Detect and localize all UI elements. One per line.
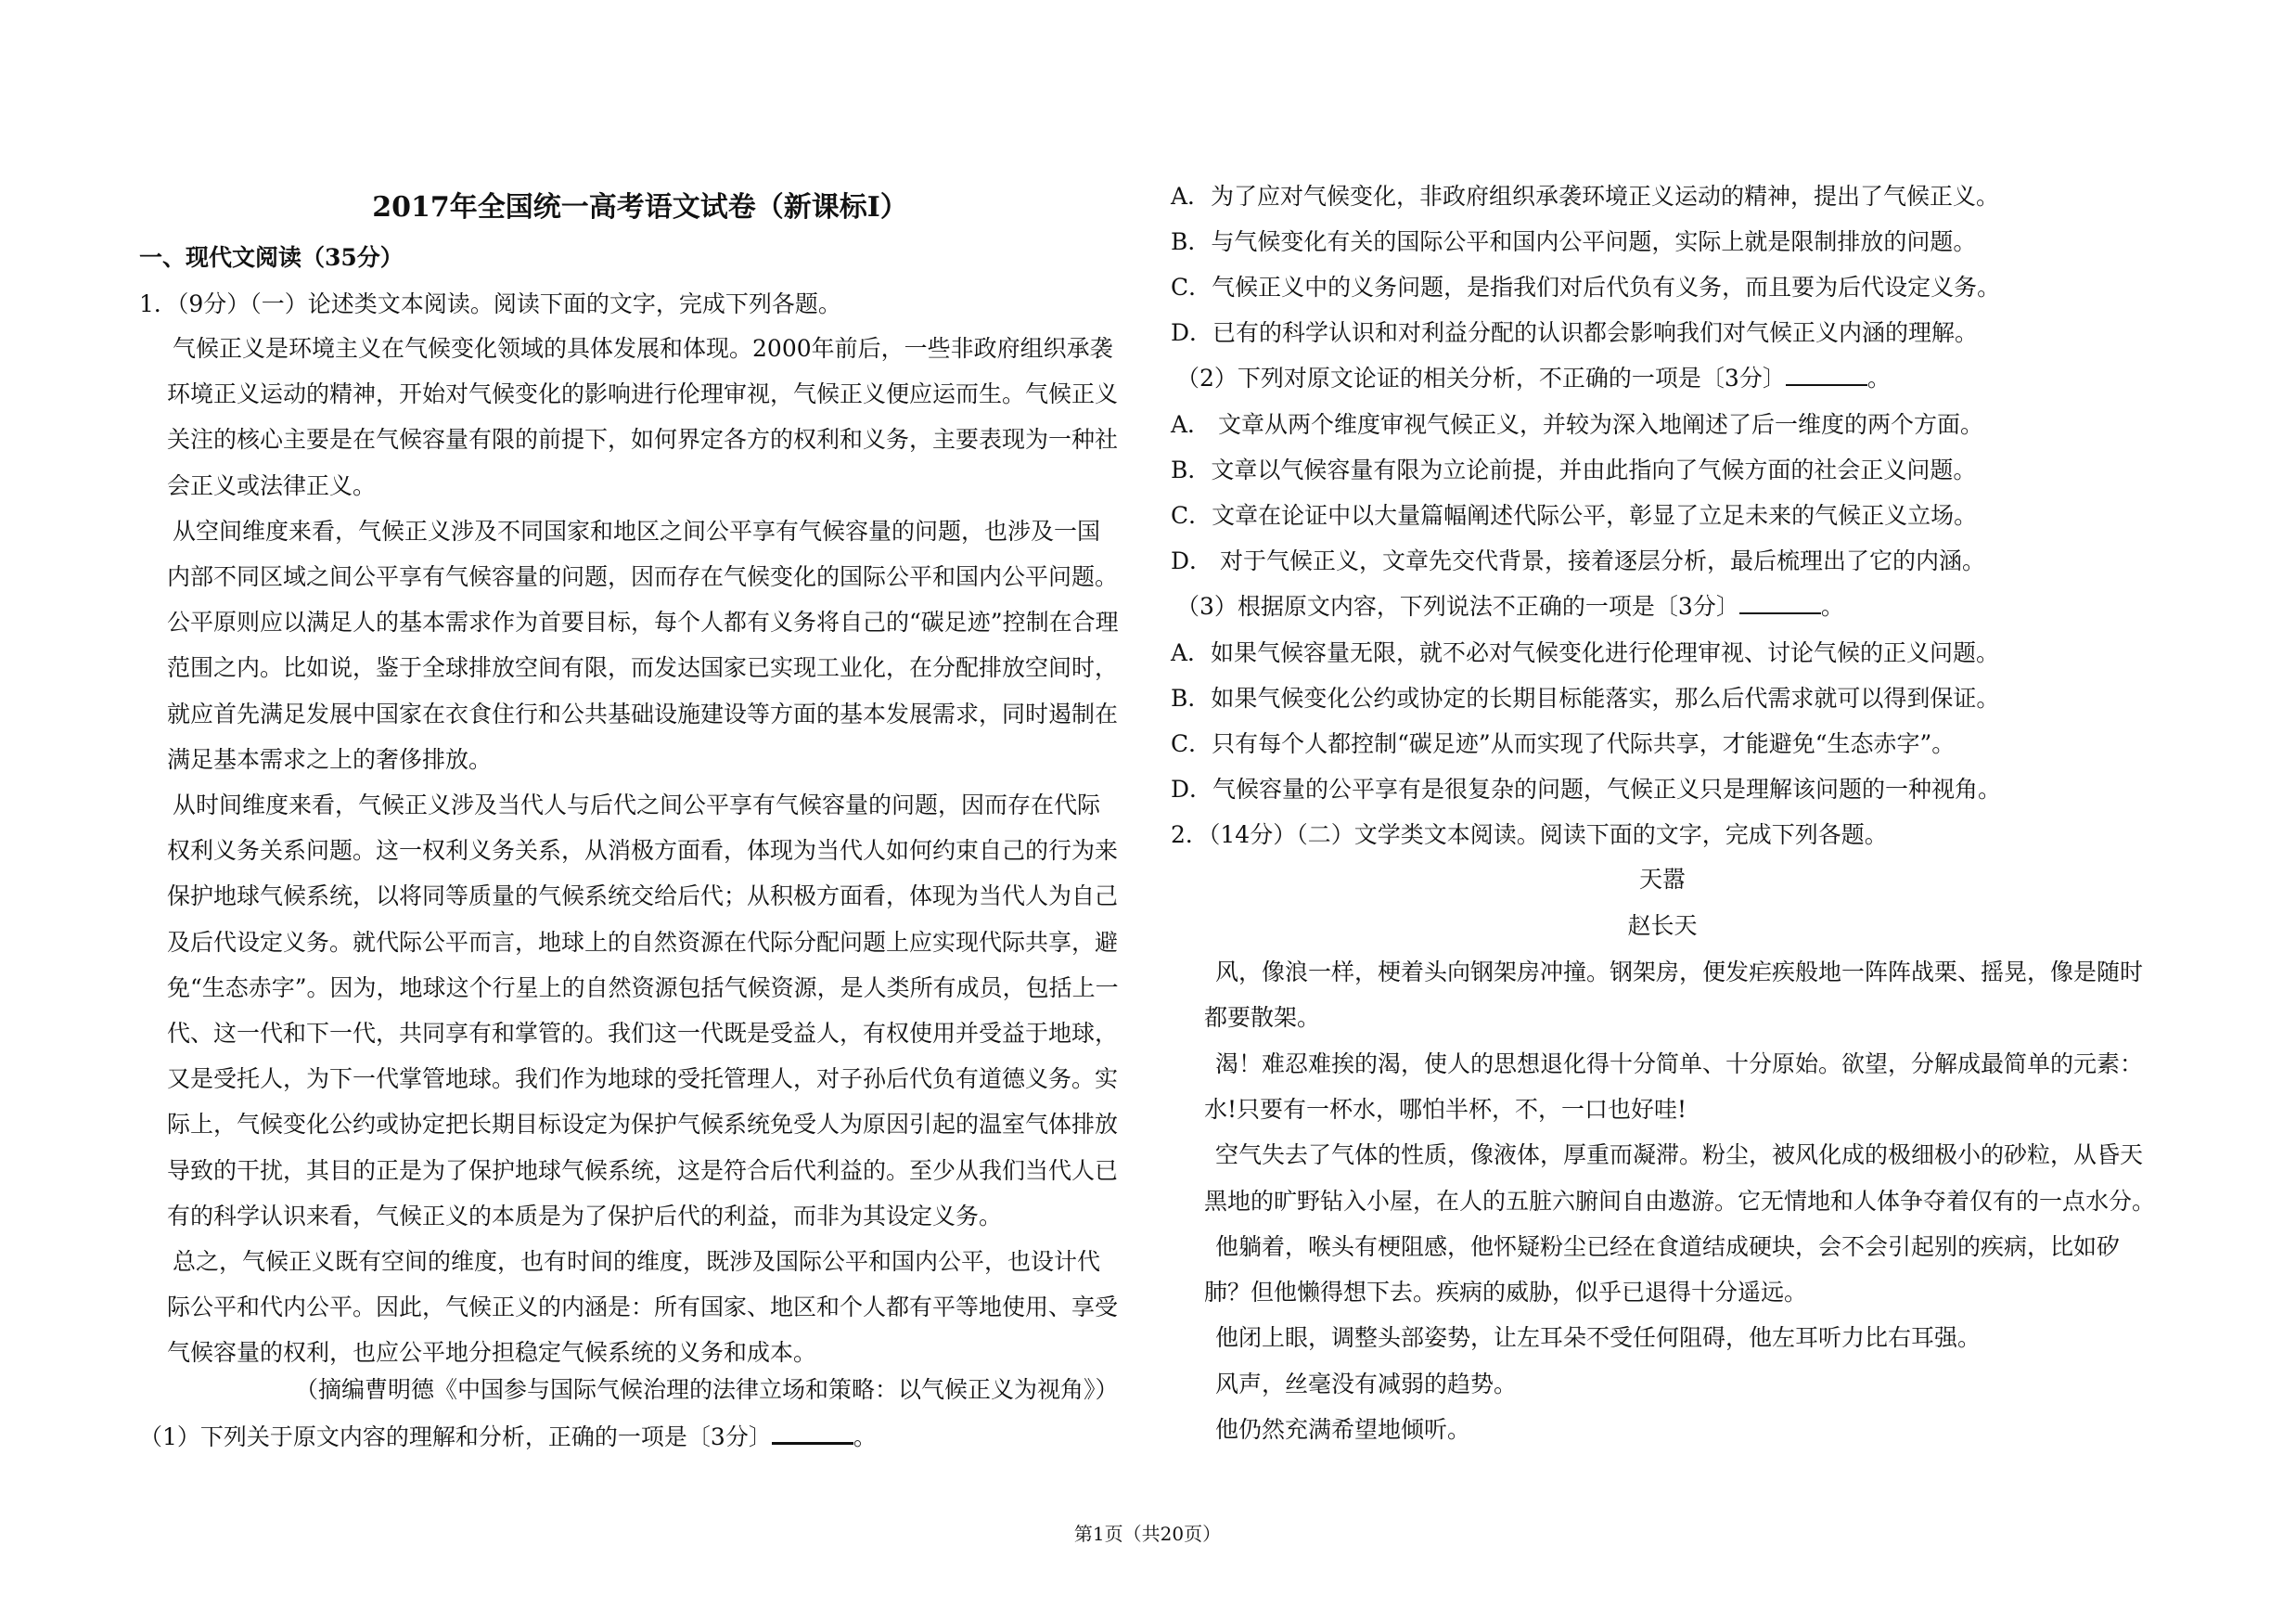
story-author: 赵长天 bbox=[1627, 912, 1698, 939]
sub-question-3-text: （3）根据原文内容，下列说法不正确的一项是〔3分〕 bbox=[1176, 593, 1739, 620]
essay-line: 导致的干扰，其目的正是为了保护地球气候系统，这是符合后代利益的。至少从我们当代人已 bbox=[167, 1156, 1119, 1184]
essay-line: 际上，气候变化公约或协定把长期目标设定为保护气候系统免受人为原因引起的温室气体排放 bbox=[167, 1111, 1119, 1139]
sub-question-3 bbox=[1176, 592, 1844, 622]
story-line: 风，像浪一样，梗着头向钢架房冲撞。钢架房，便发疟疾般地一阵阵战栗、摇晃，像是随时 bbox=[1215, 959, 2144, 985]
essay-line: 范围之内。比如说，鉴于全球排放空间有限，而发达国家已实现工业化，在分配排放空间时， bbox=[167, 654, 1119, 682]
sub-question-2 bbox=[1176, 364, 1891, 393]
sub-question-1-end: 。 bbox=[853, 1423, 877, 1450]
essay-line: 气候正义是环境主义在气候变化领域的具体发展和体现。2000年前后，一些非政府组织承袭 bbox=[173, 335, 1113, 362]
option-line: C．文章在论证中以大量篇幅阐述代际公平，彰显了立足未来的气候正义立场。 bbox=[1171, 502, 1978, 529]
section-heading: 一、现代文阅读（35分） bbox=[139, 244, 404, 271]
essay-line: 代、这一代和下一代，共同享有和掌管的。我们这一代既是受益人，有权使用并受益于地球， bbox=[167, 1020, 1119, 1047]
option-line: B．文章以气候容量有限为立论前提，并由此指向了气候方面的社会正义问题。 bbox=[1171, 457, 1977, 483]
page-title: 2017年全国统一高考语文试卷（新课标Ⅰ） bbox=[372, 191, 908, 224]
essay-line: 会正义或法律正义。 bbox=[167, 471, 377, 499]
answer-blank-1[interactable] bbox=[772, 1422, 853, 1445]
option-line: C．只有每个人都控制“碳足迹”从而实现了代际共享，才能避免“生态赤字”。 bbox=[1171, 730, 1956, 757]
sub-question-1 bbox=[139, 1422, 877, 1452]
essay-line: 权利义务关系问题。这一权利义务关系，从消极方面看，体现为当代人如何约束自己的行为来 bbox=[167, 837, 1119, 865]
essay-line: 气候容量的权利，也应公平地分担稳定气候系统的义务和成本。 bbox=[167, 1339, 817, 1367]
essay-line: 际公平和代内公平。因此，气候正义的内涵是：所有国家、地区和个人都有平等地使用、享受 bbox=[167, 1294, 1119, 1321]
option-line: B．如果气候变化公约或协定的长期目标能落实，那么后代需求就可以得到保证。 bbox=[1171, 685, 2000, 712]
essay-line: 及后代设定义务。就代际公平而言，地球上的自然资源在代际分配问题上应实现代际共享，避 bbox=[167, 928, 1119, 956]
essay-line: 保护地球气候系统，以将同等质量的气候系统交给后代；从积极方面看，体现为当代人为自己 bbox=[167, 882, 1119, 910]
story-line: 水!只要有一杯水，哪怕半杯，不，一口也好哇! bbox=[1204, 1095, 1687, 1123]
essay-line: 免“生态赤字”。因为，地球这个行星上的自然资源包括气候资源，是人类所有成员，包括上一 bbox=[167, 973, 1119, 1001]
essay-line: 总之，气候正义既有空间的维度，也有时间的维度，既涉及国际公平和国内公平，也设计代 bbox=[173, 1248, 1101, 1275]
essay-line: 环境正义运动的精神，开始对气候变化的影响进行伦理审视，气候正义便应运而生。气候正义 bbox=[167, 380, 1119, 408]
option-line: A．如果气候容量无限，就不必对气候变化进行伦理审视、讨论气候的正义问题。 bbox=[1171, 639, 2000, 666]
sub-question-2-text: （2）下列对原文论证的相关分析，不正确的一项是〔3分〕 bbox=[1176, 365, 1786, 392]
story-line: 他仍然充满希望地倾听。 bbox=[1215, 1416, 1471, 1443]
essay-citation: （摘编曹明德《中国参与国际气候治理的法律立场和策略：以气候正义为视角》） bbox=[295, 1376, 1119, 1403]
page-footer: 第1页（共20页） bbox=[1073, 1523, 1222, 1545]
story-line: 黑地的旷野钻入小屋，在人的五脏六腑间自由遨游。它无情地和人体争夺着仅有的一点水分。 bbox=[1204, 1187, 2156, 1215]
story-line: 他闭上眼，调整头部姿势，让左耳朵不受任何阻碍，他左耳听力比右耳强。 bbox=[1215, 1324, 1982, 1352]
option-line: D．气候容量的公平享有是很复杂的问题，气候正义只是理解该问题的一种视角。 bbox=[1171, 776, 2002, 803]
essay-line: 公平原则应以满足人的基本需求作为首要目标，每个人都有义务将自己的“碳足迹”控制在合理 bbox=[167, 609, 1119, 637]
essay-line: 从空间维度来看，气候正义涉及不同国家和地区之间公平享有气候容量的问题，也涉及一国 bbox=[173, 517, 1101, 545]
question-2-header: 2．（14分）（二）文学类文本阅读。阅读下面的文字，完成下列各题。 bbox=[1171, 821, 1888, 848]
story-line: 都要散架。 bbox=[1204, 1004, 1321, 1032]
option-line: A．为了应对气候变化，非政府组织承袭环境正义运动的精神，提出了气候正义。 bbox=[1171, 183, 2000, 210]
essay-line: 又是受托人，为下一代掌管地球。我们作为地球的受托管理人，对子孙后代负有道德义务。实 bbox=[167, 1065, 1119, 1093]
question-1-header: 1．（9分）（一）论述类文本阅读。阅读下面的文字，完成下列各题。 bbox=[139, 290, 841, 317]
sub-question-1-text: （1）下列关于原文内容的理解和分析，正确的一项是〔3分〕 bbox=[139, 1423, 772, 1450]
story-title: 天嚣 bbox=[1638, 866, 1686, 893]
essay-line: 有的科学认识来看，气候正义的本质是为了保护后代的利益，而非为其设定义务。 bbox=[167, 1202, 1003, 1229]
option-line: B．与气候变化有关的国际公平和国内公平问题，实际上就是限制排放的问题。 bbox=[1171, 228, 1977, 255]
option-line: A． 文章从两个维度审视气候正义，并较为深入地阐述了后一维度的两个方面。 bbox=[1171, 411, 1984, 438]
sub-question-3-end: 。 bbox=[1820, 593, 1844, 620]
story-line: 他躺着，喉头有梗阻感，他怀疑粉尘已经在食道结成硬块，会不会引起别的疾病，比如矽 bbox=[1215, 1232, 2121, 1260]
option-line: C．气候正义中的义务问题，是指我们对后代负有义务，而且要为后代设定义务。 bbox=[1171, 274, 2001, 301]
answer-blank-3[interactable] bbox=[1739, 592, 1821, 614]
answer-blank-2[interactable] bbox=[1786, 364, 1867, 386]
essay-line: 从时间维度来看，气候正义涉及当代人与后代之间公平享有气候容量的问题，因而存在代际 bbox=[173, 792, 1101, 818]
essay-line: 关注的核心主要是在气候容量有限的前提下，如何界定各方的权利和义务，主要表现为一种社 bbox=[167, 426, 1119, 454]
essay-line: 内部不同区域之间公平享有气候容量的问题，因而存在气候变化的国际公平和国内公平问题。 bbox=[167, 563, 1119, 590]
story-line: 肺？但他懒得想下去。疾病的威胁，似乎已退得十分遥远。 bbox=[1204, 1279, 1808, 1307]
option-line: D．已有的科学认识和对利益分配的认识都会影响我们对气候正义内涵的理解。 bbox=[1171, 319, 1979, 346]
essay-line: 就应首先满足发展中国家在衣食住行和公共基础设施建设等方面的基本发展需求，同时遏制在 bbox=[167, 700, 1119, 727]
sub-question-2-end: 。 bbox=[1866, 365, 1891, 392]
story-line: 空气失去了气体的性质，像液体，厚重而凝滞。粉尘，被风化成的极细极小的砂粒，从昏天 bbox=[1215, 1141, 2144, 1169]
essay-line: 满足基本需求之上的奢侈排放。 bbox=[167, 745, 493, 773]
story-line: 风声，丝毫没有减弱的趋势。 bbox=[1215, 1370, 1518, 1397]
option-line: D． 对于气候正义，文章先交代背景，接着逐层分析，最后梳理出了它的内涵。 bbox=[1171, 547, 1985, 574]
story-line: 渴！难忍难挨的渴，使人的思想退化得十分简单、十分原始。欲望，分解成最简单的元素： bbox=[1215, 1049, 2144, 1077]
